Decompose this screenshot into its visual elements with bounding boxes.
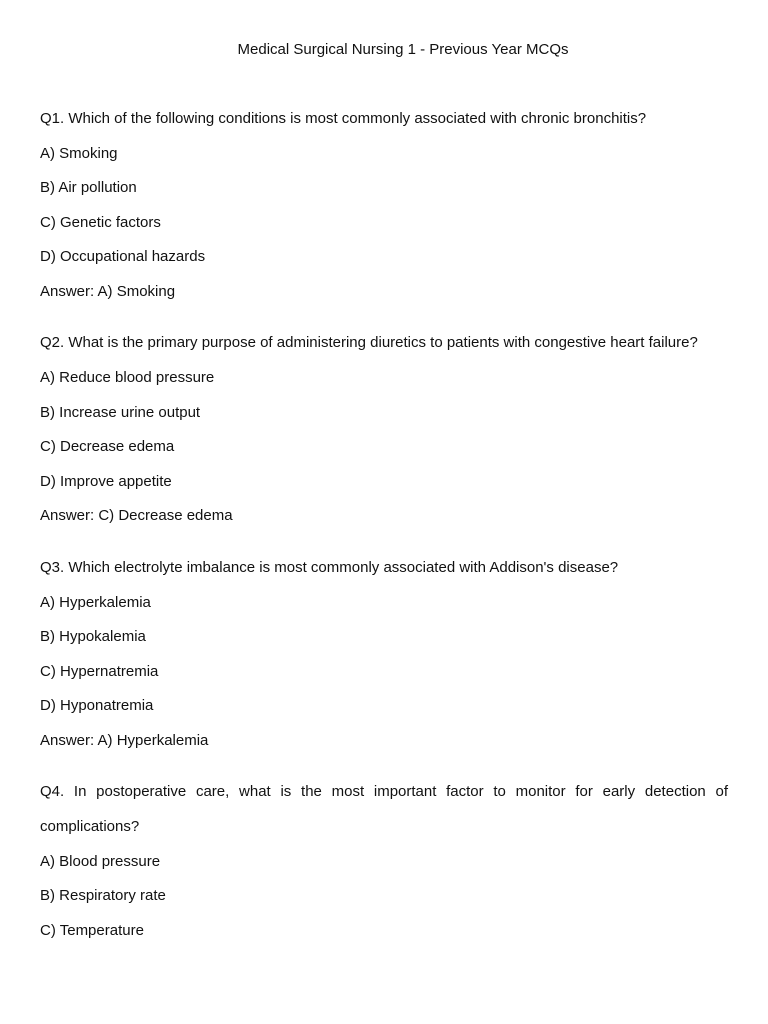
answer-option: A) Smoking <box>40 144 118 162</box>
question-item-2 <box>40 326 728 539</box>
question-text: Q1. Which of the following conditions is most commonly associated with chronic bronchitis? <box>40 109 647 127</box>
answer-option: C) Hypernatremia <box>40 662 159 680</box>
document-title: Medical Surgical Nursing 1 - Previous Year MCQs <box>237 41 569 58</box>
answer-option: A) Reduce blood pressure <box>40 369 215 386</box>
answer-option: B) Hypokalemia <box>40 628 146 645</box>
answer-option: C) Decrease edema <box>40 438 175 455</box>
correct-answer: Answer: A) Hyperkalemia <box>40 731 209 749</box>
answer-option: C) Temperature <box>40 921 144 939</box>
question-text: Q4. In postoperative care, what is the most important factor to monitor for early detection of complications? <box>40 783 728 835</box>
answer-option: B) Respiratory rate <box>40 887 166 904</box>
answer-option: D) Occupational hazards <box>40 248 206 265</box>
answer-option: A) Blood pressure <box>40 852 161 870</box>
question-item-1 <box>40 102 728 315</box>
question-item-4 <box>40 775 728 954</box>
question-item-3 <box>40 551 728 764</box>
answer-option: B) Increase urine output <box>40 403 201 421</box>
answer-option: A) Hyperkalemia <box>40 593 151 611</box>
answer-option: C) Genetic factors <box>40 213 161 231</box>
correct-answer: Answer: C) Decrease edema <box>40 507 233 524</box>
answer-option: B) Air pollution <box>40 179 137 196</box>
question-text: Q2. What is the primary purpose of administering diuretics to patients with congestive heart failure? <box>40 334 698 352</box>
correct-answer: Answer: A) Smoking <box>40 282 176 300</box>
answer-option: D) Improve appetite <box>40 472 172 490</box>
question-list <box>40 108 728 972</box>
question-text: Q3. Which electrolyte imbalance is most commonly associated with Addison's disease? <box>40 558 619 576</box>
answer-option: D) Hyponatremia <box>40 697 154 714</box>
